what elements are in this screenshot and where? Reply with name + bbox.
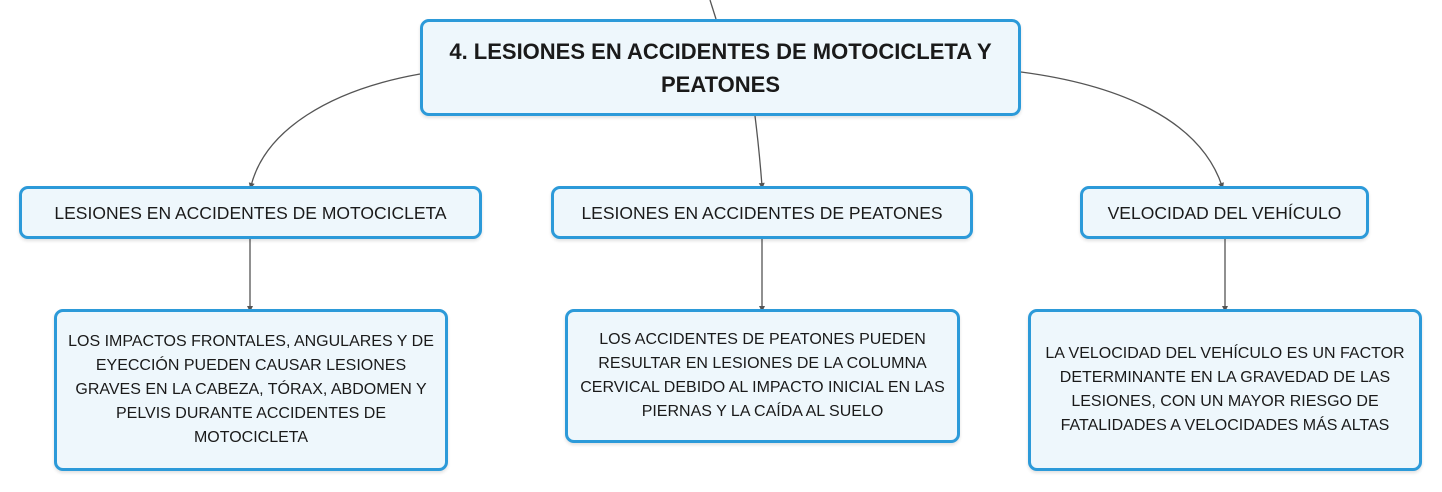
root-topic[interactable] bbox=[420, 19, 1021, 116]
root-incoming-connector bbox=[710, 0, 716, 19]
branch-lesiones-motocicleta[interactable] bbox=[19, 186, 482, 239]
root-topic-label: 4. LESIONES EN ACCIDENTES DE MOTOCICLETA Y PEATONES bbox=[449, 38, 992, 97]
detail-text: LA VELOCIDAD DEL VEHÍCULO ES UN FACTOR DETERMINANTE EN LA GRAVEDAD DE LAS LESIONES, CON UN MAYOR RIESGO DE FATALIDADES A VELOCIDADES MÁS ALTAS bbox=[1045, 345, 1405, 434]
connector-root-to-branch-1 bbox=[251, 74, 420, 186]
detail-lesiones-peatones[interactable] bbox=[565, 309, 960, 443]
connector-root-to-branch-3 bbox=[1021, 72, 1222, 186]
branch-velocidad-vehiculo[interactable] bbox=[1080, 186, 1369, 239]
branch-label: LESIONES EN ACCIDENTES DE MOTOCICLETA bbox=[54, 202, 447, 223]
detail-velocidad-vehiculo[interactable] bbox=[1028, 309, 1422, 471]
detail-text: LOS ACCIDENTES DE PEATONES PUEDEN RESULTAR EN LESIONES DE LA COLUMNA CERVICAL DEBIDO AL IMPACTO INICIAL EN LAS PIERNAS Y LA CAÍDA AL SUELO bbox=[580, 331, 945, 420]
detail-lesiones-motocicleta[interactable] bbox=[54, 309, 448, 471]
branch-label: LESIONES EN ACCIDENTES DE PEATONES bbox=[581, 202, 943, 223]
detail-text: LOS IMPACTOS FRONTALES, ANGULARES Y DE EYECCIÓN PUEDEN CAUSAR LESIONES GRAVES EN LA CABEZA, TÓRAX, ABDOMEN Y PELVIS DURANTE ACCIDENTES DE MOTOCICLETA bbox=[68, 333, 434, 446]
branch-lesiones-peatones[interactable] bbox=[551, 186, 973, 239]
branch-label: VELOCIDAD DEL VEHÍCULO bbox=[1107, 202, 1342, 223]
connector-root-to-branch-2 bbox=[755, 116, 762, 186]
